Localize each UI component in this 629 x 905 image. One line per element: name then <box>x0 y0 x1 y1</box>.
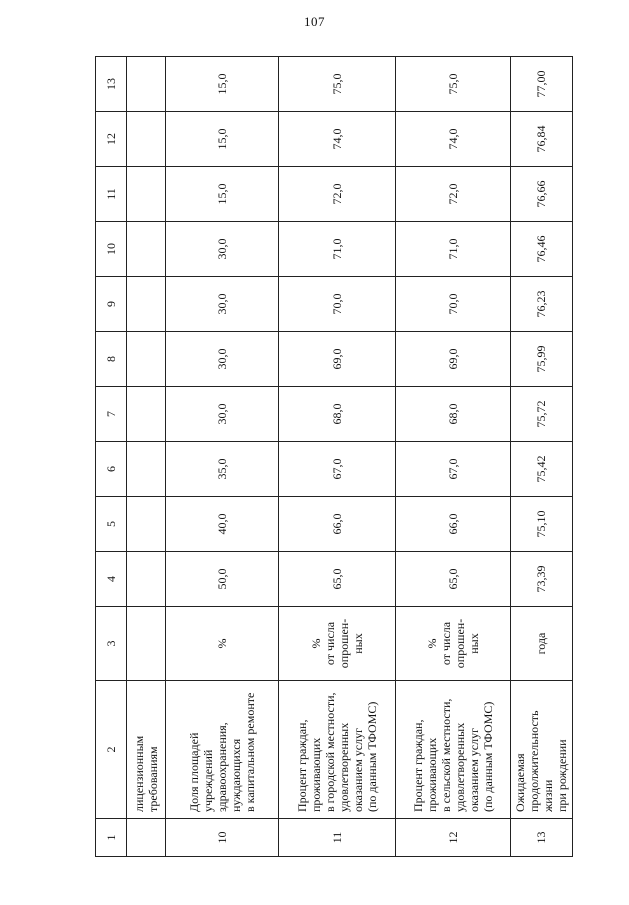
value-cell: 66,0 <box>279 497 396 552</box>
empty-cell <box>127 167 166 222</box>
rotated-table-container <box>95 57 570 857</box>
indicators-table <box>95 56 573 857</box>
value-cell: 30,0 <box>166 222 279 277</box>
header-cell: 11 <box>96 167 127 222</box>
unit-cell: года <box>511 607 573 681</box>
value-cell: 69,0 <box>396 332 511 387</box>
empty-cell <box>127 497 166 552</box>
value-cell: 15,0 <box>166 112 279 167</box>
table-row <box>166 57 279 857</box>
value-cell: 72,0 <box>396 167 511 222</box>
empty-cell <box>127 442 166 497</box>
value-cell: 71,0 <box>279 222 396 277</box>
empty-cell <box>127 552 166 607</box>
indicator-name-cell: лицензионным требованиям <box>127 681 166 819</box>
value-cell: 15,0 <box>166 167 279 222</box>
header-cell: 7 <box>96 387 127 442</box>
value-cell: 75,10 <box>511 497 573 552</box>
header-cell: 6 <box>96 442 127 497</box>
value-cell: 69,0 <box>279 332 396 387</box>
table-row <box>511 57 573 857</box>
header-cell: 12 <box>96 112 127 167</box>
indicator-name-cell: Процент граждан, проживающих в городской местности, удовлетворенных оказанием услуг (по данным ТФОМС) <box>279 681 396 819</box>
unit-cell: % от числа опрошен- ных <box>279 607 396 681</box>
value-cell: 70,0 <box>396 277 511 332</box>
value-cell: 77,00 <box>511 57 573 112</box>
header-cell: 5 <box>96 497 127 552</box>
value-cell: 65,0 <box>396 552 511 607</box>
value-cell: 76,84 <box>511 112 573 167</box>
row-number-cell: 11 <box>279 819 396 857</box>
value-cell: 40,0 <box>166 497 279 552</box>
header-row <box>96 57 127 857</box>
indicator-name-cell: Доля площадей учреждений здравоохранения, нуждающихся в капитальном ремонте <box>166 681 279 819</box>
header-cell: 1 <box>96 819 127 857</box>
header-cell: 3 <box>96 607 127 681</box>
value-cell: 68,0 <box>279 387 396 442</box>
empty-cell <box>127 222 166 277</box>
value-cell: 76,23 <box>511 277 573 332</box>
value-cell: 70,0 <box>279 277 396 332</box>
value-cell: 67,0 <box>279 442 396 497</box>
unit-cell: % <box>166 607 279 681</box>
page-number: 107 <box>304 14 325 29</box>
value-cell: 66,0 <box>396 497 511 552</box>
indicator-name-cell: Процент граждан, проживающих в сельской местности, удовлетворенных оказанием услуг (по данным ТФОМС) <box>396 681 511 819</box>
value-cell: 74,0 <box>396 112 511 167</box>
value-cell: 75,42 <box>511 442 573 497</box>
value-cell: 76,46 <box>511 222 573 277</box>
value-cell: 50,0 <box>166 552 279 607</box>
value-cell: 75,0 <box>279 57 396 112</box>
empty-cell <box>127 332 166 387</box>
value-cell: 30,0 <box>166 387 279 442</box>
empty-cell <box>127 57 166 112</box>
value-cell: 75,0 <box>396 57 511 112</box>
header-cell: 13 <box>96 57 127 112</box>
row-number-cell: 12 <box>396 819 511 857</box>
empty-cell <box>127 112 166 167</box>
row-number-cell <box>127 819 166 857</box>
value-cell: 67,0 <box>396 442 511 497</box>
value-cell: 72,0 <box>279 167 396 222</box>
empty-cell <box>127 607 166 681</box>
empty-cell <box>127 277 166 332</box>
row-number-cell: 13 <box>511 819 573 857</box>
value-cell: 76,66 <box>511 167 573 222</box>
value-cell: 30,0 <box>166 277 279 332</box>
indicator-name-cell: Ожидаемая продолжительность жизни при рождении <box>511 681 573 819</box>
empty-cell <box>127 387 166 442</box>
value-cell: 75,72 <box>511 387 573 442</box>
table-row <box>279 57 396 857</box>
unit-cell: % от числа опрошен- ных <box>396 607 511 681</box>
value-cell: 74,0 <box>279 112 396 167</box>
value-cell: 30,0 <box>166 332 279 387</box>
header-cell: 9 <box>96 277 127 332</box>
header-cell: 8 <box>96 332 127 387</box>
value-cell: 68,0 <box>396 387 511 442</box>
header-cell: 10 <box>96 222 127 277</box>
header-cell: 2 <box>96 681 127 819</box>
continuation-row <box>127 57 166 857</box>
header-cell: 4 <box>96 552 127 607</box>
value-cell: 73,39 <box>511 552 573 607</box>
value-cell: 75,99 <box>511 332 573 387</box>
value-cell: 65,0 <box>279 552 396 607</box>
value-cell: 71,0 <box>396 222 511 277</box>
value-cell: 35,0 <box>166 442 279 497</box>
table-row <box>396 57 511 857</box>
row-number-cell: 10 <box>166 819 279 857</box>
value-cell: 15,0 <box>166 57 279 112</box>
